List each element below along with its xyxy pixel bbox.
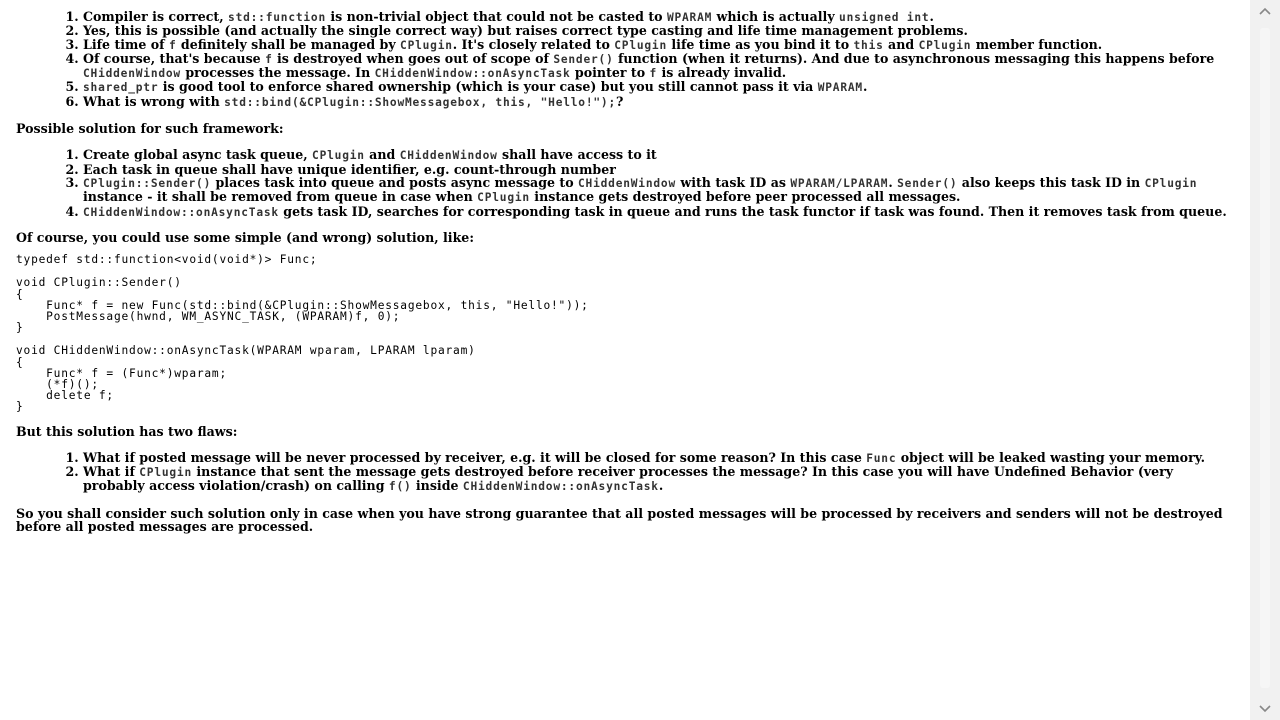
list-item xyxy=(83,38,1238,52)
answer-list-flaws xyxy=(16,451,1238,494)
inline-code: CHiddenWindow::onAsyncTask xyxy=(462,480,659,494)
list-item xyxy=(83,176,1238,205)
inline-code: std::function xyxy=(228,11,326,24)
list-item-text: What is wrong with std::bind(&CPlugin::ShowMessagebox, this, "Hello!");? xyxy=(83,93,624,109)
list-item-text: Each task in queue shall have unique identifier, e.g. count-through number xyxy=(83,161,616,177)
list-item xyxy=(83,148,1238,162)
inline-code: std::bind(&CPlugin::ShowMessagebox, this, "Hello!"); xyxy=(224,95,616,109)
inline-code: CPlugin xyxy=(400,38,453,52)
inline-code: Func xyxy=(866,451,897,465)
scrollbar-thumb[interactable] xyxy=(1260,28,1270,688)
list-item-text: CHiddenWindow::onAsyncTask gets task ID, searches for corresponding task in queue and runs the task functor if task was found. Then it removes task from queue. xyxy=(83,203,1227,219)
inline-code: CHiddenWindow::onAsyncTask xyxy=(83,205,279,219)
paragraph: So you shall consider such solution only in case when you have strong guarantee that all posted messages will be processed by receivers and senders will not be destroyed before all posted messages are processed. xyxy=(16,505,1223,535)
list-item-text: Yes, this is possible (and actually the single correct way) but raises correct type casting and life time management problems. xyxy=(83,23,968,39)
inline-code: Sender() xyxy=(553,52,614,66)
inline-code: CHiddenWindow xyxy=(83,67,181,81)
inline-code: CPlugin xyxy=(614,38,667,52)
inline-code: f xyxy=(168,38,177,52)
inline-code: CPlugin xyxy=(312,149,365,163)
code-block-typedef: typedef std::function<void(void*)> Func; xyxy=(16,253,318,267)
list-item xyxy=(83,465,1238,494)
list-item-text: shared_ptr is good tool to enforce shared ownership (which is your case) but you still cannot pass it via WPARAM. xyxy=(83,79,868,95)
list-item xyxy=(83,80,1238,94)
inline-code: f xyxy=(265,52,273,66)
inline-code: CHiddenWindow xyxy=(578,176,676,190)
paragraph: Possible solution for such framework: xyxy=(16,121,284,137)
list-item xyxy=(83,205,1238,219)
inline-code: shared_ptr xyxy=(83,81,159,95)
list-item-text: Create global async task queue, CPlugin and CHiddenWindow shall have access to it xyxy=(83,147,657,163)
inline-code: this xyxy=(853,38,884,52)
vertical-scrollbar[interactable] xyxy=(1250,0,1280,720)
inline-code: unsigned int xyxy=(839,11,930,24)
inline-code: WPARAM xyxy=(666,11,713,24)
list-item xyxy=(83,95,1238,109)
inline-code: CHiddenWindow::onAsyncTask xyxy=(374,67,571,81)
inline-code: Sender() xyxy=(897,176,958,190)
list-item xyxy=(83,10,1238,24)
answer-body xyxy=(16,10,1238,533)
list-item xyxy=(83,24,1238,37)
inline-code: CPlugin::Sender() xyxy=(83,176,212,190)
inline-code: CHiddenWindow xyxy=(399,149,498,163)
answer-list-problems xyxy=(16,10,1238,109)
list-item-text: CPlugin::Sender() places task into queue and posts async message to CHiddenWindow with task ID as WPARAM/LPARAM. Sender() also keeps this task ID in CPlugin instance - it shall be removed from queue in case when CPlugin instance gets destroyed before peer processed all messages. xyxy=(83,174,1198,205)
inline-code: WPARAM xyxy=(817,81,863,95)
list-item xyxy=(83,163,1238,176)
inline-code: CPlugin xyxy=(918,38,972,52)
list-item-text: What if posted message will be never processed by receiver, e.g. it will be closed for some reason? In this case Func object will be leaked wasting your memory. xyxy=(83,449,1205,465)
inline-code: CPlugin xyxy=(477,191,530,205)
list-item-text: Life time of f definitely shall be managed by CPlugin. It's closely related to CPlugin life time as you bind it to this and CPlugin member function. xyxy=(83,36,1103,52)
inline-code: f() xyxy=(388,480,412,494)
inline-code: CPlugin xyxy=(139,466,192,480)
list-item xyxy=(83,451,1238,465)
inline-code: WPARAM/LPARAM xyxy=(790,176,889,190)
code-block-on-async-task: void CHiddenWindow::onAsyncTask(WPARAM wparam, LPARAM lparam) { Func* f = (Func*)wparam; (*f)(); delete f; } xyxy=(16,344,476,414)
chevron-up-icon[interactable] xyxy=(1255,2,1275,22)
inline-code: CPlugin xyxy=(1144,176,1198,190)
paragraph: But this solution has two flaws: xyxy=(16,423,238,439)
code-block-sender: void CPlugin::Sender() { Func* f = new Func(std::bind(&CPlugin::ShowMessagebox, this, "Hello!")); PostMessage(hwnd, WM_ASYNC_TASK, (WPARAM)f, 0); } xyxy=(16,276,589,335)
list-item xyxy=(83,52,1238,81)
inline-code: f xyxy=(649,67,658,81)
paragraph: Of course, you could use some simple (and wrong) solution, like: xyxy=(16,229,474,245)
answer-list-solution xyxy=(16,148,1238,218)
list-item-text: Compiler is correct, std::function is non-trivial object that could not be casted to WPARAM which is actually unsigned int. xyxy=(83,9,934,24)
chevron-down-icon[interactable] xyxy=(1255,698,1275,718)
list-item-text: What if CPlugin instance that sent the message gets destroyed before receiver processes the message? In this case you will have Undefined Behavior (very probably access violation/crash) on calling f() inside CHiddenWindow::onAsyncTask. xyxy=(83,464,1174,494)
list-item-text: Of course, that's because f is destroyed when goes out of scope of Sender() function (when it returns). And due to asynchronous messaging this happens before CHiddenWindow processes the message. In CHiddenWindow::onAsyncTask pointer to f is already invalid. xyxy=(83,50,1215,81)
